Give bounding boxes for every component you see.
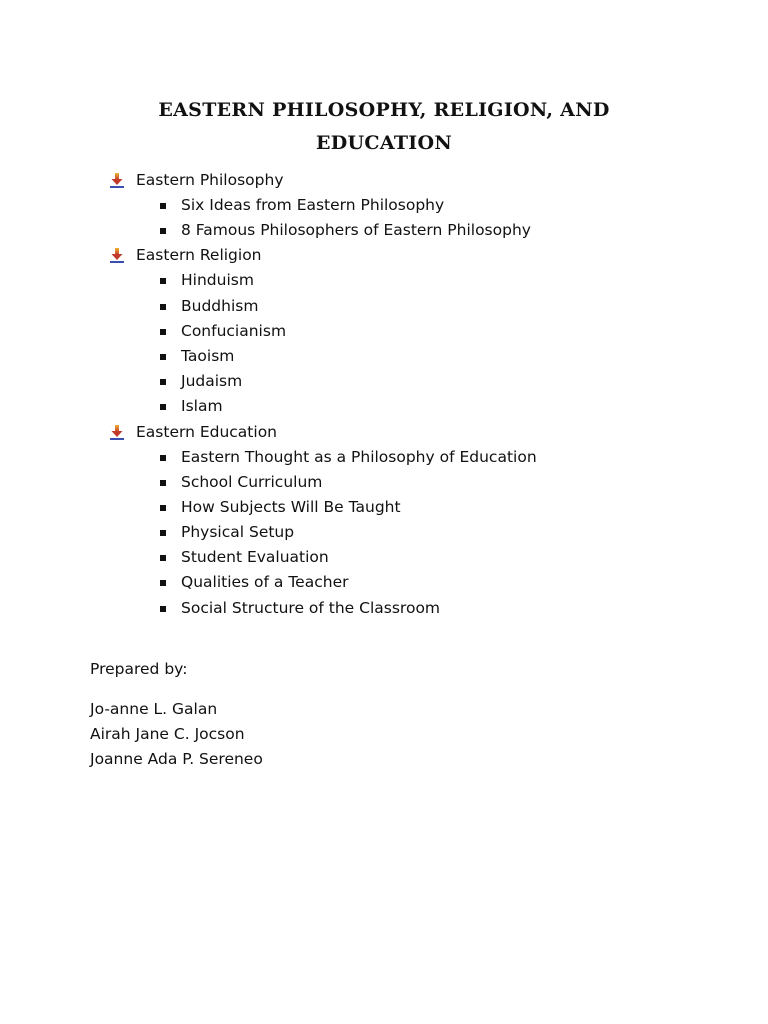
down-arrow-bullet-icon [110, 425, 124, 440]
list-item [110, 344, 537, 369]
list-item [110, 369, 537, 394]
document-title [84, 94, 684, 160]
list-item [110, 268, 537, 293]
list-item-label: School Curriculum [181, 472, 323, 491]
square-bullet-icon [160, 278, 166, 284]
list-item [110, 545, 537, 570]
list-item-label: Eastern Thought as a Philosophy of Education [181, 447, 537, 466]
square-bullet-icon [160, 203, 166, 209]
square-bullet-icon [160, 530, 166, 536]
list-item [110, 193, 537, 218]
author-name: Joanne Ada P. Sereneo [90, 750, 263, 768]
author-name: Jo-anne L. Galan [90, 700, 218, 718]
topic-outline [110, 168, 537, 621]
section-heading-label: Eastern Religion [136, 246, 262, 265]
title-line-2: EDUCATION [316, 132, 452, 154]
section-eastern-religion [110, 243, 537, 419]
down-arrow-bullet-icon [110, 173, 124, 188]
square-bullet-icon [160, 505, 166, 511]
list-item [110, 319, 537, 344]
square-bullet-icon [160, 404, 166, 410]
section-heading-label: Eastern Philosophy [136, 171, 284, 189]
section-heading [110, 168, 537, 193]
list-item-label: Buddhism [181, 296, 259, 315]
section-eastern-philosophy [110, 168, 537, 243]
list-item [110, 470, 537, 495]
sub-list [110, 193, 537, 243]
list-item-label: Hinduism [181, 271, 254, 290]
list-item-label: 8 Famous Philosophers of Eastern Philosophy [181, 221, 531, 240]
list-item-label: Six Ideas from Eastern Philosophy [181, 196, 445, 214]
title-line-1: EASTERN PHILOSOPHY, RELIGION, AND [158, 99, 610, 121]
down-arrow-bullet-icon [110, 248, 124, 263]
list-item-label: Islam [181, 397, 223, 416]
list-item-label: Social Structure of the Classroom [181, 598, 441, 617]
prepared-by-label: Prepared by: [90, 660, 188, 678]
sub-list [110, 268, 537, 419]
author-name: Airah Jane C. Jocson [90, 725, 245, 743]
square-bullet-icon [160, 455, 166, 461]
list-item-label: Student Evaluation [181, 548, 329, 567]
list-item-label: How Subjects Will Be Taught [181, 497, 401, 516]
square-bullet-icon [160, 354, 166, 360]
square-bullet-icon [160, 606, 166, 612]
list-item [110, 495, 537, 520]
section-eastern-education [110, 420, 537, 621]
author-list [90, 697, 263, 772]
list-item-label: Physical Setup [181, 523, 295, 542]
list-item [110, 596, 537, 621]
list-item [110, 570, 537, 595]
list-item [110, 394, 537, 419]
square-bullet-icon [160, 379, 166, 385]
square-bullet-icon [160, 480, 166, 486]
list-item [110, 520, 537, 545]
list-item [110, 445, 537, 470]
sub-list [110, 445, 537, 621]
list-item-label: Judaism [181, 372, 243, 391]
section-heading [110, 243, 537, 268]
square-bullet-icon [160, 580, 166, 586]
square-bullet-icon [160, 555, 166, 561]
list-item-label: Confucianism [181, 321, 287, 340]
list-item [110, 294, 537, 319]
section-heading [110, 420, 537, 445]
square-bullet-icon [160, 304, 166, 310]
list-item-label: Taoism [181, 346, 235, 365]
list-item-label: Qualities of a Teacher [181, 573, 349, 592]
square-bullet-icon [160, 228, 166, 234]
list-item [110, 218, 537, 243]
square-bullet-icon [160, 329, 166, 335]
section-heading-label: Eastern Education [136, 422, 277, 441]
